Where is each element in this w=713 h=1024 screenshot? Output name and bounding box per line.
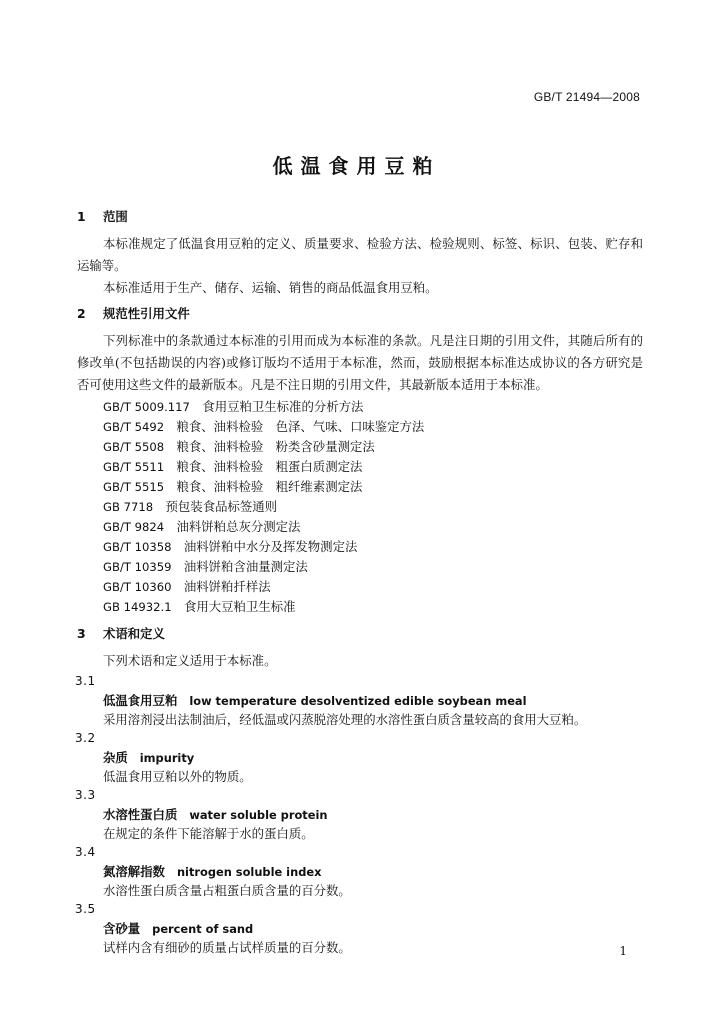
- reference-code: GB 14932.1: [103, 600, 172, 614]
- term-number: 3.5: [75, 902, 96, 916]
- term-number: 3.2: [75, 731, 96, 745]
- term-entry: [77, 843, 643, 900]
- reference-item: [77, 457, 643, 477]
- reference-title: 油料饼粕中水分及挥发物测定法: [183, 539, 358, 554]
- reference-code: GB/T 5508: [103, 440, 165, 454]
- reference-code: GB/T 10360: [103, 580, 172, 594]
- term-name-cn: 低温食用豆粕: [103, 693, 178, 708]
- term-name: [77, 748, 643, 767]
- term-number: 3.1: [75, 674, 96, 688]
- section-heading-terms: [77, 623, 643, 650]
- reference-title: 预包装食品标签通则: [165, 499, 278, 514]
- reference-code: GB/T 10358: [103, 540, 172, 554]
- reference-list: [77, 397, 643, 617]
- term-name-en: percent of sand: [152, 922, 254, 936]
- terms-intro: 下列术语和定义适用于本标准。: [103, 653, 277, 668]
- standard-code: GB/T 21494—2008: [533, 90, 640, 104]
- term-name: [77, 919, 643, 938]
- term-name-cn: 含砂量: [103, 921, 141, 936]
- section-heading-scope: [77, 206, 643, 233]
- normative-intro: 下列标准中的条款通过本标准的引用而成为本标准的条款。凡是注日期的引用文件，其随后所有的修改单(不包括勘误的内容)或修订版均不适用于本标准，然而，鼓励根据本标准达成协议的各方研究是否可使用这些文件的最新版本。凡是不注日期的引用文件，其最新版本适用于本标准。: [77, 333, 643, 392]
- reference-code: GB/T 5511: [103, 460, 165, 474]
- section-heading-normative: [77, 303, 643, 330]
- reference-item: [77, 537, 643, 557]
- term-name-cn: 杂质: [103, 750, 128, 765]
- section-title: 规范性引用文件: [103, 306, 190, 321]
- reference-item: [77, 597, 643, 617]
- term-name-en: low temperature desolventized edible soybean meal: [189, 694, 527, 708]
- reference-code: GB/T 9824: [103, 520, 165, 534]
- reference-title: 粮食、油料检验 粗纤维素测定法: [176, 479, 363, 494]
- term-name-cn: 水溶性蛋白质: [103, 807, 178, 822]
- term-definition: 低温食用豆粕以外的物质。: [103, 769, 252, 784]
- reference-item: [77, 497, 643, 517]
- term-name-en: water soluble protein: [189, 808, 328, 822]
- reference-title: 油料饼粕总灰分测定法: [176, 519, 301, 534]
- term-name-en: impurity: [139, 751, 195, 765]
- reference-code: GB/T 10359: [103, 560, 172, 574]
- term-list: [77, 672, 643, 957]
- reference-code: GB/T 5009.117: [103, 400, 190, 414]
- reference-code: GB 7718: [103, 500, 154, 514]
- term-name: [77, 691, 643, 710]
- scope-paragraph-1: 本标准规定了低温食用豆粕的定义、质量要求、检验方法、检验规则、标签、标识、包装、贮存和运输等。: [77, 236, 643, 273]
- reference-title: 粮食、油料检验 色泽、气味、口味鉴定方法: [176, 419, 425, 434]
- section-number: 3: [77, 626, 86, 641]
- reference-title: 油料饼粕扦样法: [183, 579, 271, 594]
- term-entry: [77, 672, 643, 729]
- term-name-cn: 氮溶解指数: [103, 864, 165, 879]
- term-name: [77, 805, 643, 824]
- document-body: [77, 203, 643, 957]
- term-definition: 试样内含有细砂的质量占试样质量的百分数。: [103, 940, 351, 955]
- reference-code: GB/T 5515: [103, 480, 165, 494]
- document-title: 低温食用豆粕: [272, 154, 441, 178]
- term-definition: 采用溶剂浸出法制油后，经低温或闪蒸脱溶处理的水溶性蛋白质含量较高的食用大豆粕。: [103, 712, 587, 727]
- reference-title: 粮食、油料检验 粗蛋白质测定法: [176, 459, 363, 474]
- term-number: 3.3: [75, 788, 96, 802]
- reference-code: GB/T 5492: [103, 420, 165, 434]
- reference-title: 食用豆粕卫生标准的分析方法: [202, 399, 364, 414]
- scope-paragraph-2: 本标准适用于生产、储存、运输、销售的商品低温食用豆粕。: [103, 280, 438, 295]
- reference-item: [77, 397, 643, 417]
- section-number: 2: [77, 306, 86, 321]
- term-name-en: nitrogen soluble index: [176, 865, 322, 879]
- section-title: 术语和定义: [103, 626, 165, 641]
- reference-title: 粮食、油料检验 粉类含砂量测定法: [176, 439, 375, 454]
- term-definition: 水溶性蛋白质含量占粗蛋白质含量的百分数。: [103, 883, 351, 898]
- section-number: 1: [77, 209, 86, 224]
- reference-title: 食用大豆粕卫生标准: [183, 599, 296, 614]
- term-definition: 在规定的条件下能溶解于水的蛋白质。: [103, 826, 314, 841]
- term-entry: [77, 729, 643, 786]
- term-entry: [77, 900, 643, 957]
- reference-item: [77, 577, 643, 597]
- term-number: 3.4: [75, 845, 96, 859]
- reference-title: 油料饼粕含油量测定法: [183, 559, 308, 574]
- term-name: [77, 862, 643, 881]
- reference-item: [77, 557, 643, 577]
- section-title: 范围: [103, 209, 128, 224]
- reference-item: [77, 477, 643, 497]
- reference-item: [77, 517, 643, 537]
- reference-item: [77, 417, 643, 437]
- term-entry: [77, 786, 643, 843]
- page-number: 1: [619, 944, 627, 958]
- reference-item: [77, 437, 643, 457]
